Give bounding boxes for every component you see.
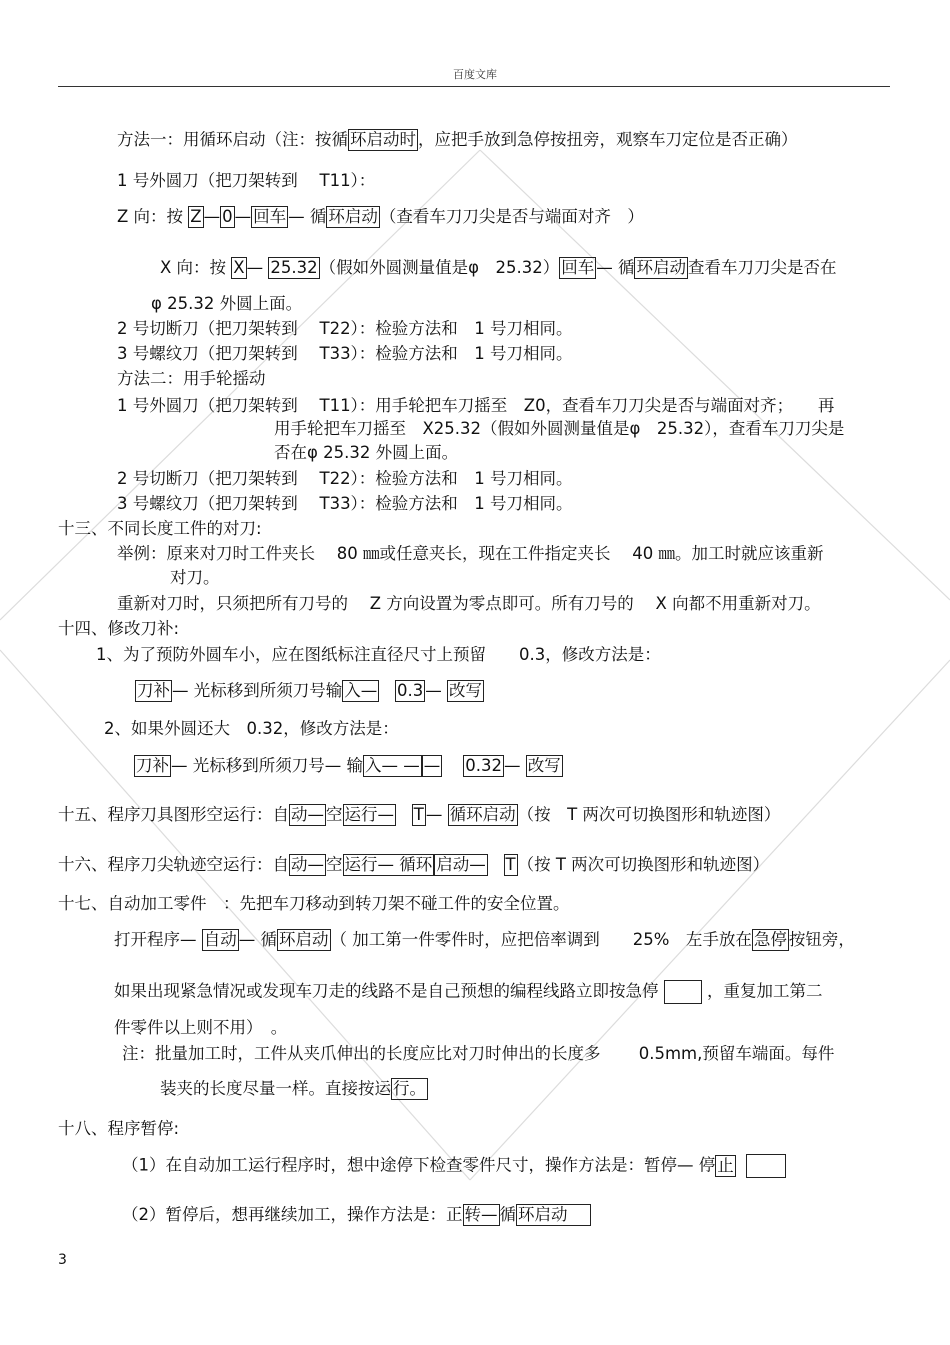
line-method-one: 方法一：用循环启动（注：按循 环启动时 ，应把手放到急停按扭旁，观察车刀定位是否正确） xyxy=(117,130,798,149)
key-input: 入— — xyxy=(365,756,420,775)
key-cycle-start-note: 环启动时 xyxy=(350,130,416,149)
line-z-direction: Z 向：按 Z — 0 — 回车 — 循 环启动 （查看车刀刀尖是否与端面对齐 ） xyxy=(117,207,644,226)
line-example: 举例：原来对刀时工件夹长 80 ㎜或任意夹长，现在工件指定夹长 40 ㎜。加工时就应该重新 xyxy=(117,544,824,563)
key-emergency-stop: 急停 xyxy=(753,930,787,949)
line-offset-1-steps: 刀补 — 光标移到所须刀号输 入— 0.3 — 改写 xyxy=(137,681,482,700)
key-auto: 动— xyxy=(291,855,324,874)
key-cycle-start: 环启动 xyxy=(636,258,686,277)
line-x-direction-cont: φ 25.32 外圆上面。 xyxy=(151,294,303,313)
line-batch-note-cont: 装夹的长度尽量一样。直接按运 行。 xyxy=(160,1079,426,1098)
key-25-32: 25.32 xyxy=(270,258,318,277)
key-enter: 回车 xyxy=(561,258,595,277)
key-cycle-start: 启动— xyxy=(436,855,486,874)
line-resume: （2）暂停后，想再继续加工，操作方法是：正 转—循 环启动 xyxy=(122,1204,591,1226)
key-overwrite: 改写 xyxy=(449,681,482,700)
line-tool3: 3 号螺纹刀（把刀架转到 T33）：检验方法和 1 号刀相同。 xyxy=(117,344,573,363)
key-t: T xyxy=(413,805,424,824)
key-0: 0 xyxy=(222,207,233,226)
line-method-two: 方法二：用手轮摇动 xyxy=(117,369,266,388)
empty-key-box xyxy=(664,980,702,1004)
section-13-heading: 十三、不同长度工件的对刀: xyxy=(58,519,262,538)
key-z: Z xyxy=(190,207,202,226)
line-pause: （1）在自动加工运行程序时，想中途停下检查零件尺寸，操作方法是：暂停— 停 止 xyxy=(122,1154,786,1178)
line-offset-2-steps: 刀补 — 光标移到所须刀号— 输 入— —— 0.32 — 改写 xyxy=(136,756,561,775)
key-auto: 自动 xyxy=(203,930,237,949)
key-cycle-start: 环启动 xyxy=(328,207,378,226)
key-dry-run: 运行— 循环 xyxy=(344,855,433,874)
line-open-program: 打开程序— 自动 — 循 环启动 （ 加工第一件零件时，应把倍率调到 25% 左手放在 急停 按钮旁， xyxy=(114,930,855,949)
line-reset-note: 重新对刀时，只须把所有刀号的 Z 方向设置为零点即可。所有刀号的 X 向都不用重新对刀。 xyxy=(117,594,821,613)
line-offset-2: 2、如果外圆还大 0.32，修改方法是： xyxy=(104,719,399,738)
section-14-heading: 十四、修改刀补: xyxy=(58,619,180,638)
line-method-two-tool1-cont2: 否在φ 25.32 外圆上面。 xyxy=(274,443,459,462)
page-number: 3 xyxy=(58,1252,67,1268)
key-cycle-start: 环启动 xyxy=(279,930,329,949)
key-0-32: 0.32 xyxy=(465,756,502,775)
line-tool1-title: 1 号外圆刀（把刀架转到 T11）： xyxy=(117,171,376,190)
key-cycle-start: 循环启动 xyxy=(449,805,516,824)
section-16-line: 十六、程序刀尖轨迹空运行：自 动—空 运行— 循环 启动— T （按 T 两次可切换图形和轨迹图） xyxy=(58,855,770,874)
key-run: 行。 xyxy=(393,1079,426,1098)
line-method-two-tool2: 2 号切断刀（把刀架转到 T22）：检验方法和 1 号刀相同。 xyxy=(117,469,573,488)
line-method-two-tool3: 3 号螺纹刀（把刀架转到 T33）：检验方法和 1 号刀相同。 xyxy=(117,494,573,513)
key-tool-offset: 刀补 xyxy=(136,756,169,775)
key-0-3: 0.3 xyxy=(397,681,424,700)
key-t: T xyxy=(505,855,516,874)
line-method-two-tool1-cont: 用手轮把车刀摇至 X25.32（假如外圆测量值是φ 25.32），查看车刀刀尖是 xyxy=(274,419,845,438)
key-spindle-forward: 转— xyxy=(464,1205,498,1224)
line-batch-note: 注：批量加工时，工件从夹爪伸出的长度应比对刀时伸出的长度多 0.5mm,预留车端面。每件 xyxy=(122,1044,835,1063)
key-enter: 回车 xyxy=(253,207,287,226)
line-emergency-cont: 件零件以上则不用） 。 xyxy=(114,1018,288,1037)
line-offset-1: 1、为了预防外圆车小，应在图纸标注直径尺寸上预留 0.3，修改方法是： xyxy=(96,645,661,664)
key-dry-run: 运行— xyxy=(344,805,394,824)
key-cycle-start: 环启动 xyxy=(516,1204,591,1226)
line-emergency: 如果出现紧急情况或发现车刀走的线路不是自己预想的编程线路立即按急停 ，重复加工第二 xyxy=(114,980,823,1004)
section-18-heading: 十八、程序暂停: xyxy=(58,1119,180,1138)
key-tool-offset: 刀补 xyxy=(137,681,170,700)
key-auto: 动— xyxy=(291,805,324,824)
key-input: 入— xyxy=(344,681,378,700)
key-overwrite: 改写 xyxy=(527,756,561,775)
key-minus: — xyxy=(423,756,441,775)
line-method-two-tool1: 1 号外圆刀（把刀架转到 T11）：用手轮把车刀摇至 Z0，查看车刀刀尖是否与端面对齐； 再 xyxy=(117,396,835,415)
key-x: X xyxy=(233,258,245,277)
header-title: 百度文库 xyxy=(453,68,497,81)
line-tool2: 2 号切断刀（把刀架转到 T22）：检验方法和 1 号刀相同。 xyxy=(117,319,573,338)
section-17-heading: 十七、自动加工零件 ：先把车刀移动到转刀架不碰工件的安全位置。 xyxy=(58,894,570,913)
line-example-cont: 对刀。 xyxy=(170,568,220,587)
header-rule xyxy=(58,86,890,87)
key-stop: 止 xyxy=(717,1155,734,1175)
section-15-line: 十五、程序刀具图形空运行：自 动—空 运行— T — 循环启动 （按 T 两次可切换图形和轨迹图） xyxy=(58,805,781,824)
empty-key-box xyxy=(746,1154,786,1178)
line-x-direction: X 向：按 X — 25.32 （假如外圆测量值是φ 25.32） 回车 — 循 环启动 查看车刀刀尖是否在 xyxy=(160,258,837,277)
